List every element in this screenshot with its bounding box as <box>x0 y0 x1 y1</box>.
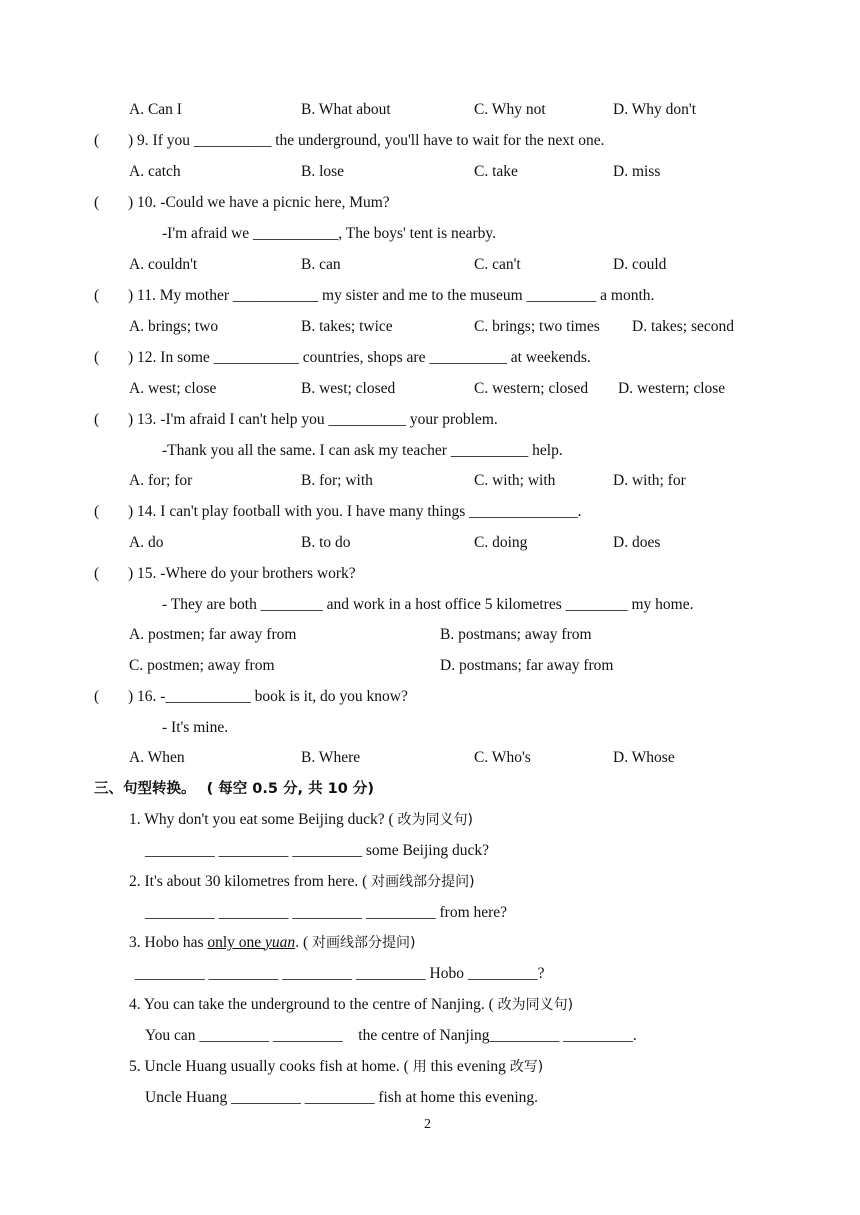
q16-answer-paren[interactable]: ( <box>94 688 100 705</box>
q14-option-b: B. to do <box>301 534 351 551</box>
q12-option-a: A. west; close <box>129 380 217 397</box>
q16-stem: ) 16. -___________ book is it, do you know? <box>128 688 408 705</box>
q14-stem: ) 14. I can't play football with you. I have many things ______________. <box>128 503 582 520</box>
s3-item-2-question: 2. It's about 30 kilometres from here. ( 对画线部分提问) <box>129 873 475 890</box>
s3-item-3-answer[interactable]: _________ _________ _________ _________ Hobo _________? <box>135 965 545 982</box>
q15-stem-line2: - They are both ________ and work in a host office 5 kilometres ________ my home. <box>162 596 694 613</box>
q12-answer-paren[interactable]: ( <box>94 349 100 366</box>
q10-option-a: A. couldn't <box>129 256 198 273</box>
q15-option-d: D. postmans; far away from <box>440 657 614 674</box>
q13-stem: ) 13. -I'm afraid I can't help you __________ your problem. <box>128 411 498 428</box>
q9-stem: ) 9. If you __________ the underground, you'll have to wait for the next one. <box>128 132 605 149</box>
q10-stem-line2: -I'm afraid we ___________, The boys' tent is nearby. <box>162 225 497 242</box>
q12-option-d: D. western; close <box>618 380 726 397</box>
q11-option-b: B. takes; twice <box>301 318 393 335</box>
q16-option-b: B. Where <box>301 749 361 766</box>
q11-answer-paren[interactable]: ( <box>94 287 100 304</box>
q14-option-c: C. doing <box>474 534 528 551</box>
q15-stem: ) 15. -Where do your brothers work? <box>128 565 356 582</box>
q10-answer-paren[interactable]: ( <box>94 194 100 211</box>
q13-option-d: D. with; for <box>613 472 686 489</box>
s3-item-3-question: 3. Hobo has only one yuan. ( 对画线部分提问) <box>129 934 416 951</box>
q12-option-c: C. western; closed <box>474 380 589 397</box>
q14-answer-paren[interactable]: ( <box>94 503 100 520</box>
q8-option-c: C. Why not <box>474 101 546 118</box>
s3-item-2-answer[interactable]: _________ _________ _________ _________ from here? <box>145 904 508 921</box>
q11-option-a: A. brings; two <box>129 318 219 335</box>
q9-option-c: C. take <box>474 163 518 180</box>
q13-answer-paren[interactable]: ( <box>94 411 100 428</box>
q13-option-b: B. for; with <box>301 472 373 489</box>
q9-answer-paren[interactable]: ( <box>94 132 100 149</box>
q10-option-c: C. can't <box>474 256 521 273</box>
s3-item-4-answer[interactable]: You can _________ _________ the centre of Nanjing_________ _________. <box>145 1027 637 1044</box>
q11-option-c: C. brings; two times <box>474 318 600 335</box>
q16-option-a: A. When <box>129 749 185 766</box>
s3-item-1-question: 1. Why don't you eat some Beijing duck? ( 改为同义句) <box>129 811 474 828</box>
q15-option-b: B. postmans; away from <box>440 626 592 643</box>
q14-option-d: D. does <box>613 534 661 551</box>
underlined-phrase: only one yuan <box>207 934 296 951</box>
s3-item-1-answer[interactable]: _________ _________ _________ some Beijing duck? <box>145 842 489 859</box>
q11-stem: ) 11. My mother ___________ my sister and me to the museum _________ a month. <box>128 287 655 304</box>
q14-option-a: A. do <box>129 534 164 551</box>
q13-option-c: C. with; with <box>474 472 556 489</box>
q10-option-b: B. can <box>301 256 341 273</box>
q8-option-a: A. Can I <box>129 101 182 118</box>
s3-item-5-answer[interactable]: Uncle Huang _________ _________ fish at home this evening. <box>145 1089 539 1106</box>
q11-option-d: D. takes; second <box>632 318 735 335</box>
section-3-title: 三、句型转换。 <box>94 781 196 797</box>
q10-stem: ) 10. -Could we have a picnic here, Mum? <box>128 194 390 211</box>
q12-stem: ) 12. In some ___________ countries, shops are __________ at weekends. <box>128 349 591 366</box>
section-3-heading <box>94 779 374 799</box>
q9-option-a: A. catch <box>129 163 181 180</box>
q9-option-d: D. miss <box>613 163 661 180</box>
q16-option-d: D. Whose <box>613 749 675 766</box>
q16-option-c: C. Who's <box>474 749 531 766</box>
q12-option-b: B. west; closed <box>301 380 396 397</box>
q15-option-a: A. postmen; far away from <box>129 626 297 643</box>
q16-stem-line2: - It's mine. <box>162 719 229 736</box>
q8-option-d: D. Why don't <box>613 101 697 118</box>
s3-item-4-question: 4. You can take the underground to the centre of Nanjing. ( 改为同义句) <box>129 996 574 1013</box>
section-3-score: ( 每空 0.5 分, 共 10 分) <box>206 781 374 797</box>
q13-option-a: A. for; for <box>129 472 193 489</box>
q15-option-c: C. postmen; away from <box>129 657 275 674</box>
q10-option-d: D. could <box>613 256 667 273</box>
q8-option-b: B. What about <box>301 101 391 118</box>
q13-stem-line2: -Thank you all the same. I can ask my teacher __________ help. <box>162 442 563 459</box>
q15-answer-paren[interactable]: ( <box>94 565 100 582</box>
q9-option-b: B. lose <box>301 163 345 180</box>
s3-item-5-question: 5. Uncle Huang usually cooks fish at home. ( 用 this evening 改写) <box>129 1058 544 1075</box>
page-number: 2 <box>424 1117 431 1132</box>
